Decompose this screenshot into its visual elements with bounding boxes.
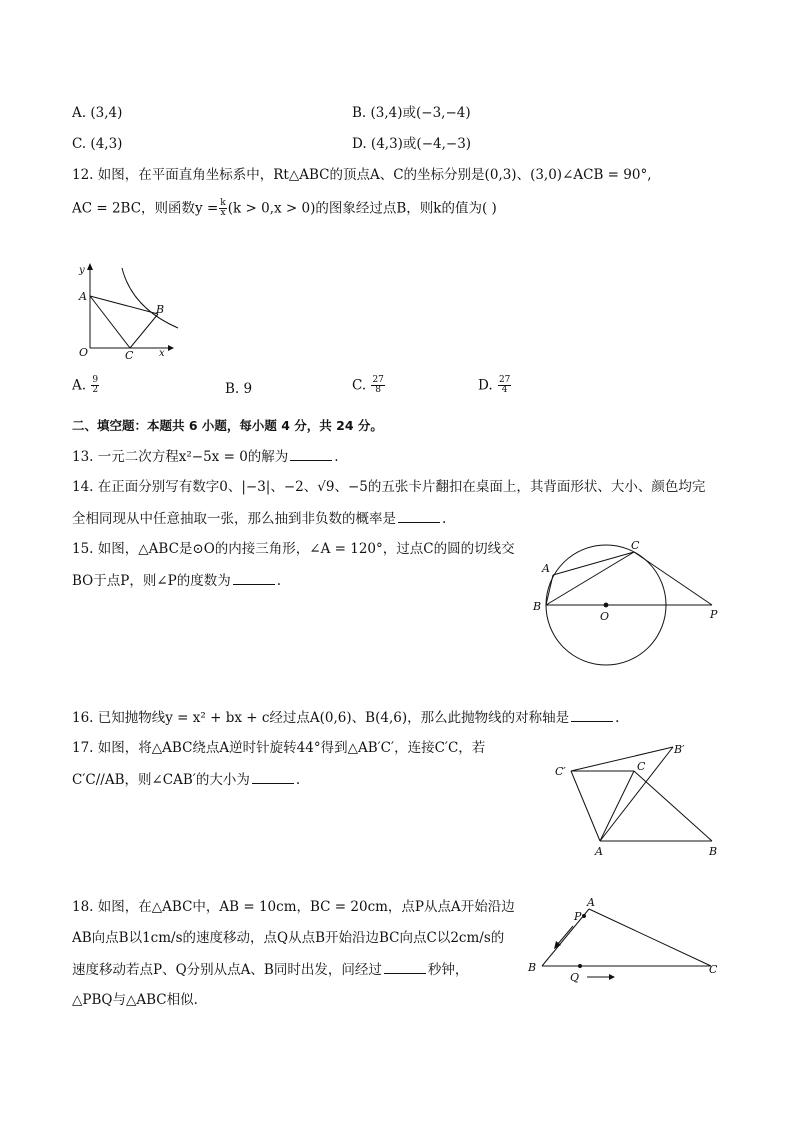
q18-answer-blank[interactable] — [384, 961, 426, 974]
q18-point-q — [578, 964, 582, 968]
q18-label-a: A — [587, 896, 595, 909]
q15-label-p: P — [710, 608, 718, 621]
q15-label-a: A — [542, 562, 550, 575]
q16-text — [72, 709, 619, 726]
q17-label-c: C — [637, 760, 646, 773]
q18-label-q: Q — [570, 971, 580, 984]
q11-option-a: A. (3,4) — [72, 105, 123, 121]
q15-label-o: O — [600, 610, 610, 623]
q12-segment-ac — [90, 296, 130, 348]
q17-label-a: A — [595, 845, 603, 858]
q17-line2-post: . — [295, 772, 301, 788]
q12-line2-pre: AC = 2BC，则函数y = — [72, 200, 219, 217]
q18-line2: AB向点B以1cm/s的速度移动，点Q从点B开始沿边BC向点C以2cm/s的 — [72, 930, 505, 946]
q12-frac-num: k — [220, 198, 226, 208]
q18-line3-post: 秒钟， — [427, 962, 469, 978]
q12-option-c-prefix: C. — [352, 377, 367, 394]
q12-segment-cb — [130, 314, 158, 348]
q18-line3 — [72, 961, 468, 978]
q15-figure — [528, 535, 728, 670]
q12-y-arrow — [87, 263, 93, 270]
q12-x-arrow — [168, 345, 174, 351]
q17-segment-c-a — [600, 771, 634, 841]
q12-label-a: A — [79, 290, 87, 303]
q13-text — [72, 448, 339, 465]
q12-option-c-fraction — [371, 376, 384, 396]
q15-center-dot — [604, 603, 609, 608]
q17-segment-c-b — [634, 771, 712, 841]
q12-option-c-num: 27 — [372, 375, 384, 385]
q12-frac-den: x — [220, 208, 226, 219]
q16-pre: 16. 已知抛物线y = x² + bx + c经过点A(0,6)、B(4,6)，那么此抛物线的对称轴是 — [72, 710, 570, 726]
q12-option-a — [72, 376, 100, 396]
q12-hyperbola — [122, 268, 178, 328]
q12-figure — [70, 258, 185, 363]
q11-option-b: B. (3,4)或(−3,−4) — [352, 105, 471, 121]
q12-option-d — [478, 376, 512, 396]
q15-segment-bc — [546, 552, 634, 605]
q12-option-d-den: 4 — [501, 385, 508, 396]
q14-answer-blank[interactable] — [398, 510, 440, 523]
q12-option-d-num: 27 — [498, 375, 511, 385]
q15-line2 — [72, 572, 281, 589]
q15-label-c: C — [631, 539, 640, 552]
q16-answer-blank[interactable] — [571, 709, 613, 722]
q14-line1: 14. 在正面分别写有数字0、|−3|、−2、√9、−5的五张卡片翻扣在桌面上，其背面形状、大小、颜色均完 — [72, 479, 706, 495]
q12-segment-ab — [90, 296, 158, 314]
q12-label-o: O — [79, 346, 89, 359]
q18-label-p: P — [574, 910, 582, 923]
q14-line2-pre: 全相同现从中任意抽取一张，那么抽到非负数的概率是 — [72, 511, 396, 527]
q12-option-a-den: 2 — [92, 385, 99, 396]
q18-segment-ab — [542, 909, 589, 966]
q12-line1: 12. 如图，在平面直角坐标系中，Rt△ABC的顶点A、C的坐标分别是(0,3)、(3,0)∠ACB = 90°, — [72, 167, 652, 183]
q12-line2-post: (k > 0,x > 0)的图象经过点B，则k的值为( ) — [227, 200, 497, 217]
q17-line2 — [72, 771, 300, 788]
q17-segment-cp-a — [571, 771, 600, 841]
q12-label-c: C — [125, 349, 134, 362]
q17-label-b-prime: B′ — [674, 743, 685, 756]
q18-label-b: B — [528, 961, 537, 974]
q18-line3-pre: 速度移动若点P、Q分别从点A、B同时出发，问经过 — [72, 962, 382, 978]
q12-label-y: y — [79, 265, 85, 276]
q17-line1: 17. 如图，将△ABC绕点A逆时针旋转44°得到△AB′C′，连接C′C，若 — [72, 740, 486, 756]
q15-label-b: B — [533, 600, 542, 613]
q18-arrow-q-head — [609, 974, 615, 980]
q15-segment-ba — [546, 575, 553, 605]
q13-answer-blank[interactable] — [290, 448, 332, 461]
q14-line2-post: . — [442, 511, 447, 527]
q15-segment-ac — [553, 552, 634, 575]
q15-line2-post: . — [276, 573, 282, 589]
q12-option-a-fraction — [91, 376, 99, 396]
q12-function-fraction — [219, 199, 226, 219]
q13-pre: 13. 一元二次方程x²−5x = 0的解为 — [72, 449, 289, 465]
q18-label-c: C — [709, 963, 718, 976]
q12-option-d-fraction — [498, 376, 511, 396]
q12-option-d-prefix: D. — [478, 377, 493, 394]
q17-answer-blank[interactable] — [252, 771, 294, 784]
q12-option-a-num: 9 — [92, 375, 99, 385]
q12-option-b: B. 9 — [225, 381, 253, 397]
q11-option-c: C. (4,3) — [72, 136, 123, 152]
q13-post: . — [334, 449, 339, 465]
q14-line2 — [72, 510, 446, 527]
q15-line2-pre: BO于点P，则∠P的度数为 — [72, 573, 231, 589]
q18-figure — [525, 893, 725, 988]
q12-label-b: B — [156, 303, 165, 316]
q15-line1: 15. 如图，△ABC是⊙O的内接三角形，∠A = 120°，过点C的圆的切线交 — [72, 541, 515, 557]
q12-option-c-den: 8 — [375, 385, 382, 396]
q15-answer-blank[interactable] — [233, 572, 275, 585]
q12-label-x: x — [159, 348, 165, 359]
q12-option-a-prefix: A. — [72, 377, 87, 394]
q17-line2-pre: C′C//AB，则∠CAB′的大小为 — [72, 772, 250, 788]
q17-figure — [550, 735, 730, 860]
q18-point-p — [582, 914, 586, 918]
q15-tangent-cp — [634, 552, 712, 605]
q16-post: . — [615, 710, 620, 726]
q17-label-c-prime: C′ — [555, 765, 566, 778]
q12-option-c — [352, 376, 386, 396]
section2-title: 二、填空题：本题共 6 小题，每小题 4 分，共 24 分。 — [72, 418, 383, 433]
q18-arrow-p-line — [557, 926, 573, 945]
q18-segment-ac — [589, 909, 711, 966]
q11-option-d: D. (4,3)或(−4,−3) — [352, 136, 472, 152]
q17-label-b: B — [709, 845, 718, 858]
q18-line4: △PBQ与△ABC相似. — [72, 992, 198, 1008]
q18-line1: 18. 如图，在△ABC中，AB = 10cm，BC = 20cm，点P从点A开始沿边 — [72, 899, 515, 915]
q12-line2 — [72, 199, 497, 219]
